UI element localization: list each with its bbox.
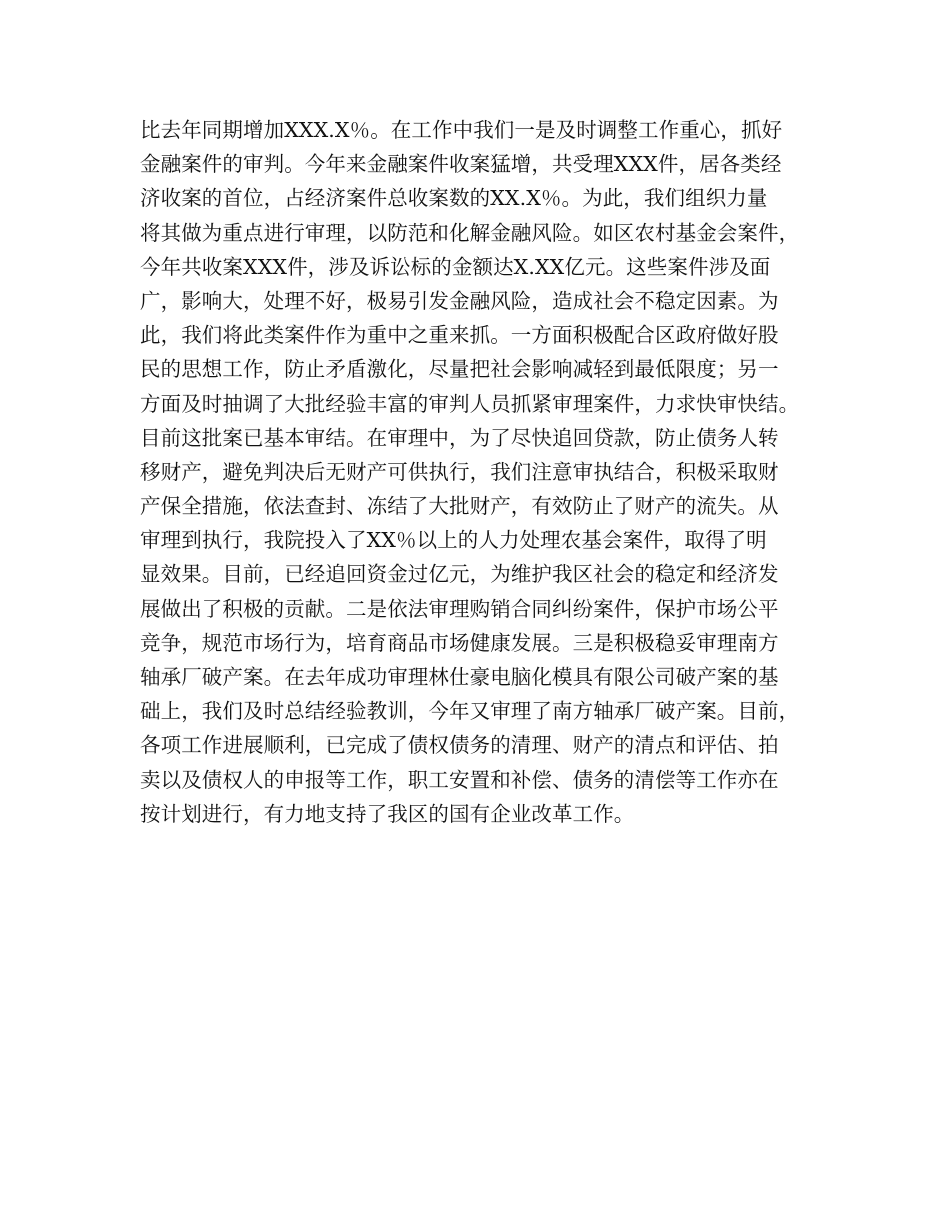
paragraph-line: 按计划进行，有力地支持了我区的国有企业改革工作。 [140,801,635,826]
paragraph-line: 产保全措施，依法查封、冻结了大批财产，有效防止了财产的流失。从 [140,494,779,519]
paragraph-line: 目前这批案已基本审结。在审理中，为了尽快追回贷款，防止债务人转 [140,425,779,450]
paragraph-line: 今年共收案XXX件，涉及诉讼标的金额达X.XX亿元。这些案件涉及面 [140,254,771,279]
paragraph-line: 竞争，规范市场行为，培育商品市场健康发展。三是积极稳妥审理南方 [140,630,779,655]
paragraph-line: 显效果。目前，已经追回资金过亿元，为维护我区社会的稳定和经济发 [140,562,779,587]
paragraph-line: 比去年同期增加XXX.X％。在工作中我们一是及时调整工作重心，抓好 [140,118,783,142]
paragraph-line: 民的思想工作，防止矛盾激化，尽量把社会影响减轻到最低限度；另一 [140,357,779,382]
paragraph-line: 审理到执行，我院投入了XX％以上的人力处理农基会案件，取得了明 [140,528,767,553]
paragraph-line: 将其做为重点进行审理，以防范和化解金融风险。如区农村基金会案件， [140,220,800,245]
paragraph-line: 广，影响大，处理不好，极易引发金融风险，造成社会不稳定因素。为 [140,288,779,313]
paragraph-line: 展做出了积极的贡献。二是依法审理购销合同纠纷案件，保护市场公平 [140,596,779,621]
paragraph-line: 卖以及债权人的申报等工作，职工安置和补偿、债务的清偿等工作亦在 [140,767,779,792]
paragraph-line: 轴承厂破产案。在去年成功审理林仕豪电脑化模具有限公司破产案的基 [140,665,779,689]
paragraph-line: 金融案件的审判。今年来金融案件收案猛增，共受理XXX件，居各类经 [140,152,782,177]
paragraph-line: 方面及时抽调了大批经验丰富的审判人员抓紧审理案件，力求快审快结。 [140,391,800,416]
paragraph-line: 各项工作进展顺利，已完成了债权债务的清理、财产的清点和评估、拍 [140,733,779,758]
paragraph-line: 础上，我们及时总结经验教训，今年又审理了南方轴承厂破产案。目前， [140,699,800,724]
paragraph-line: 移财产，避免判决后无财产可供执行，我们注意审执结合，积极采取财 [140,459,779,484]
body-paragraph [140,113,830,831]
paragraph-line: 此，我们将此类案件作为重中之重来抓。一方面积极配合区政府做好股 [140,323,779,348]
paragraph-line: 济收案的首位，占经济案件总收案数的XX.X％。为此，我们组织力量 [140,186,768,211]
